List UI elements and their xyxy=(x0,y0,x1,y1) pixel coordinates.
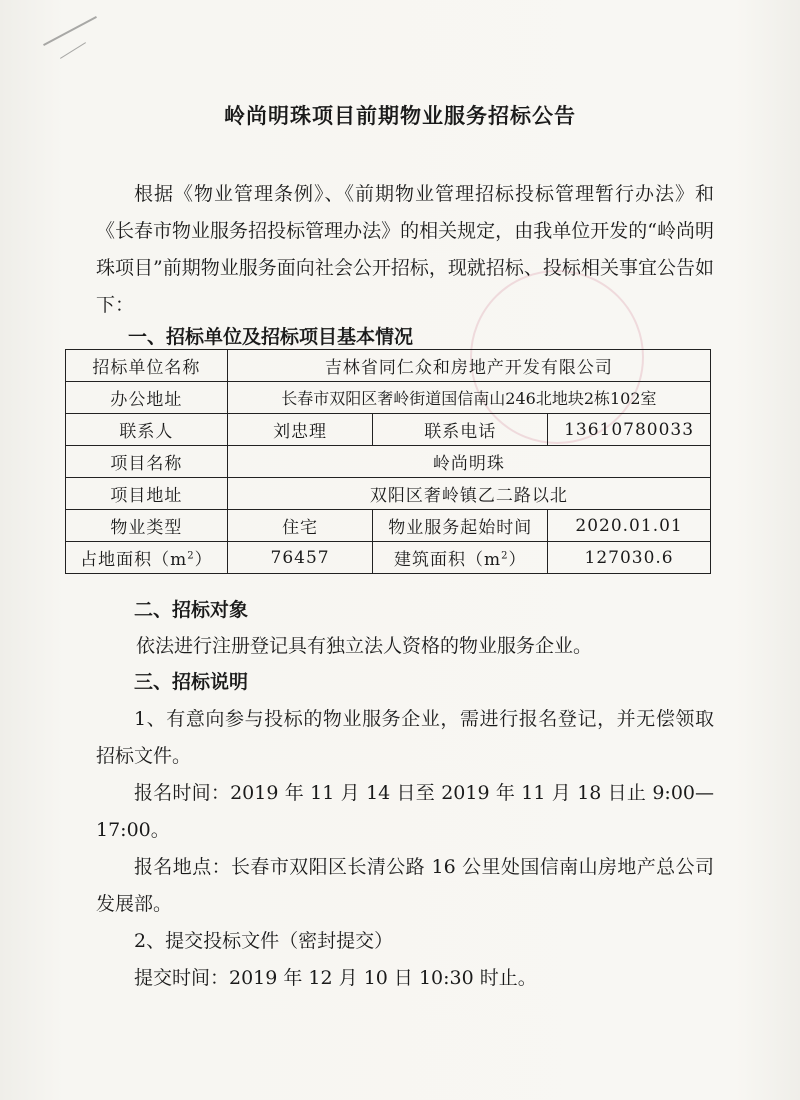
table-value: 127030.6 xyxy=(548,542,711,574)
table-row xyxy=(66,478,711,510)
item1-text: 1、有意向参与投标的物业服务企业，需进行报名登记，并无偿领取招标文件。 xyxy=(96,708,714,767)
item2-text: 2、提交投标文件（密封提交） xyxy=(134,930,394,952)
table-value: 76457 xyxy=(227,542,372,574)
section2-heading: 二、招标对象 xyxy=(134,599,249,621)
table-value: 长春市双阳区奢岭街道国信南山246北地块2栋102室 xyxy=(227,382,710,414)
table-label: 联系电话 xyxy=(373,414,548,446)
info-table xyxy=(65,349,711,574)
table-value: 双阳区奢岭镇乙二路以北 xyxy=(227,478,710,510)
section3-heading: 三、招标说明 xyxy=(134,671,249,693)
registration-place: 报名地点：长春市双阳区长清公路 16 公里处国信南山房地产总公司发展部。 xyxy=(96,856,714,915)
table-value: 吉林省同仁众和房地产开发有限公司 xyxy=(227,350,710,382)
table-value: 2020.01.01 xyxy=(548,510,711,542)
table-value: 岭尚明珠 xyxy=(227,446,710,478)
label-text: 建筑面积（m xyxy=(393,550,502,570)
table-label: 联系人 xyxy=(66,414,228,446)
table-row xyxy=(66,510,711,542)
table-label xyxy=(373,542,548,574)
label-sup: 2 xyxy=(187,550,195,562)
intro-paragraph: 根据《物业管理条例》、《前期物业管理招标投标管理暂行办法》和《长春市物业服务招投标管理办法》的相关规定，由我单位开发的“岭尚明珠项目”前期物业服务面向社会公开招标，现就招标、投标相关事宜公告如下： xyxy=(96,183,714,316)
label-text: ） xyxy=(508,550,527,570)
table-row xyxy=(66,414,711,446)
document-title: 岭尚明珠项目前期物业服务招标公告 xyxy=(224,103,576,128)
label-text: 占地面积（m xyxy=(80,550,188,570)
table-row xyxy=(66,382,711,414)
scan-mark xyxy=(43,16,97,46)
scan-mark xyxy=(60,42,86,59)
table-row xyxy=(66,350,711,382)
table-value: 住宅 xyxy=(227,510,372,542)
registration-time: 报名时间：2019 年 11 月 14 日至 2019 年 11 月 18 日止 9:00—17:00。 xyxy=(96,782,714,841)
table-label: 项目名称 xyxy=(66,446,228,478)
table-row xyxy=(66,446,711,478)
table-label: 办公地址 xyxy=(66,382,228,414)
section1-heading: 一、招标单位及招标项目基本情况 xyxy=(128,326,414,348)
label-text: ） xyxy=(194,550,213,570)
label-sup: 2 xyxy=(501,550,509,562)
table-label: 物业服务起始时间 xyxy=(373,510,548,542)
table-row xyxy=(66,542,711,574)
table-value: 13610780033 xyxy=(548,414,711,446)
table-label: 项目地址 xyxy=(66,478,228,510)
table-label: 招标单位名称 xyxy=(66,350,228,382)
section2-text: 依法进行注册登记具有独立法人资格的物业服务企业。 xyxy=(136,635,593,657)
submit-time: 提交时间：2019 年 12 月 10 日 10:30 时止。 xyxy=(134,967,537,989)
table-value: 刘忠理 xyxy=(227,414,372,446)
table-label: 物业类型 xyxy=(66,510,228,542)
table-label xyxy=(66,542,228,574)
